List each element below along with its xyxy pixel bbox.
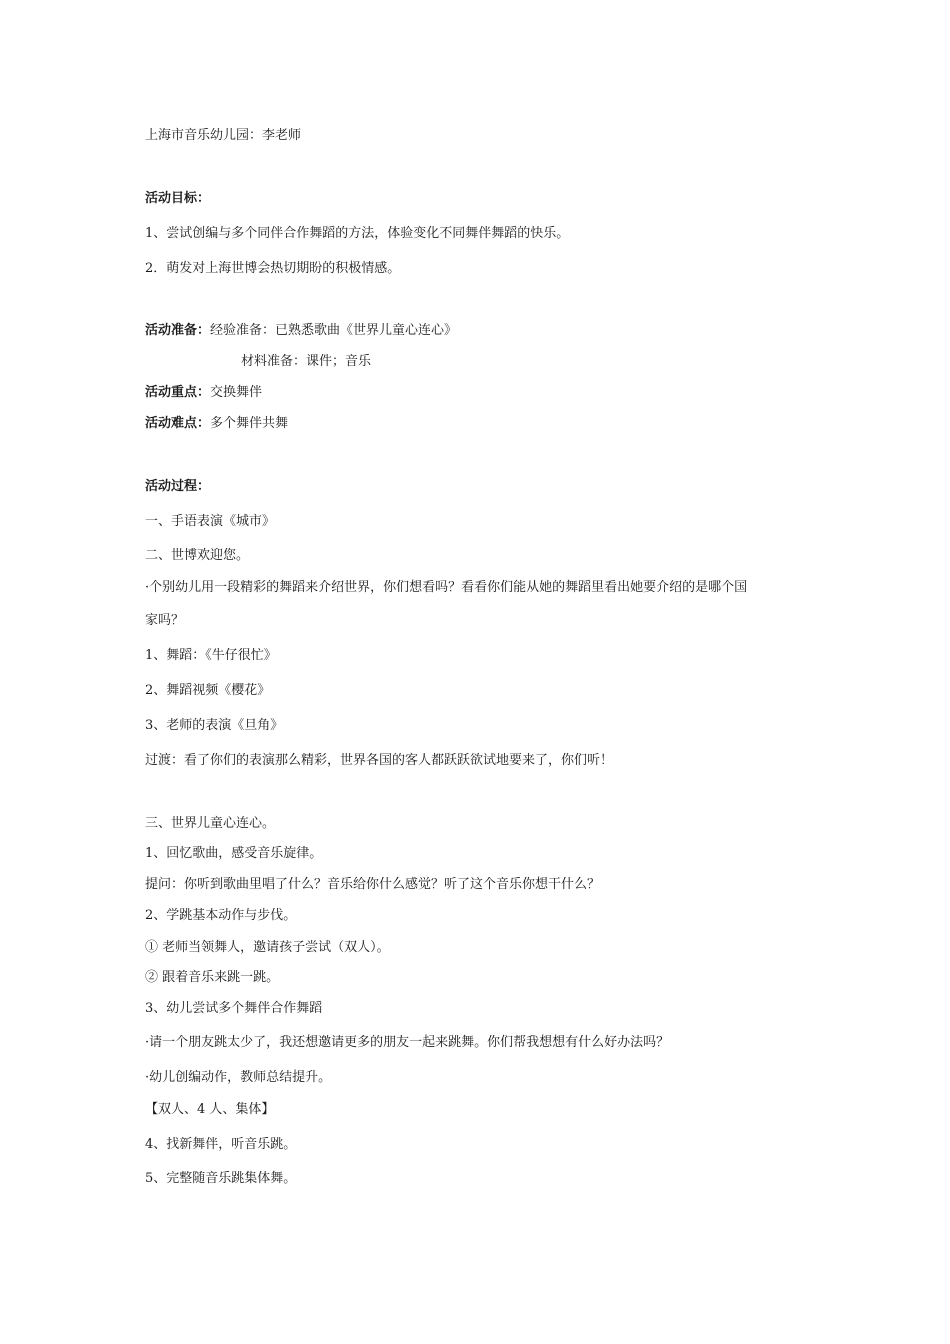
process-step-3: 3、幼儿尝试多个舞伴合作舞蹈 [145, 1001, 323, 1016]
prep-row [145, 323, 457, 339]
key-point-label: 活动重点： [145, 385, 211, 400]
key-point-row [145, 385, 262, 401]
difficulty-label: 活动难点： [145, 416, 211, 431]
process-section-1: 一、手语表演《城市》 [145, 514, 276, 529]
process-dance-3: 3、老师的表演《旦角》 [145, 718, 284, 733]
process-question: 提问：你听到歌曲里唱了什么？音乐给你什么感觉？听了这个音乐你想干什么？ [145, 877, 601, 892]
process-transition: 过渡：看了你们的表演那么精彩，世界各国的客人都跃跃欲试地要来了，你们听！ [145, 753, 614, 768]
process-step-2b: ② 跟着音乐来跳一跳。 [145, 970, 280, 985]
process-heading: 活动过程： [145, 479, 211, 494]
goals-heading: 活动目标： [145, 191, 211, 206]
key-point-text: 交换舞伴 [210, 385, 263, 400]
prep-materials: 材料准备：课件；音乐 [241, 354, 372, 369]
goal-item-1: 1、尝试创编与多个同伴合作舞蹈的方法，体验变化不同舞伴舞蹈的快乐。 [145, 226, 570, 241]
process-step-2a: ① 老师当领舞人，邀请孩子尝试（双人）。 [145, 940, 390, 955]
prep-label: 活动准备： [145, 323, 211, 338]
process-dance-2: 2、舞蹈视频《樱花》 [145, 683, 271, 698]
process-step-2: 2、学跳基本动作与步伐。 [145, 908, 297, 923]
process-section-2: 二、世博欢迎您。 [145, 548, 250, 563]
goal-item-2: 2．萌发对上海世博会热切期盼的积极情感。 [145, 261, 401, 276]
process-create: ·幼儿创编动作，教师总结提升。 [145, 1070, 332, 1085]
process-intro-line-2: 家吗？ [145, 613, 185, 628]
process-invite: ·请一个朋友跳太少了，我还想邀请更多的朋友一起来跳舞。你们帮我想想有什么好办法吗？ [145, 1035, 670, 1050]
difficulty-text: 多个舞伴共舞 [210, 416, 289, 431]
process-intro-line-1: ·个别幼儿用一段精彩的舞蹈来介绍世界，你们想看吗？看看你们能从她的舞蹈里看出她要介绍的是哪个国 [145, 580, 748, 595]
process-step-5: 5、完整随音乐跳集体舞。 [145, 1171, 297, 1186]
process-section-3: 三、世界儿童心连心。 [145, 816, 276, 831]
process-groups: 【双人、4 人、集体】 [145, 1102, 275, 1117]
author-line: 上海市音乐幼儿园：李老师 [145, 128, 302, 143]
process-step-1: 1、回忆歌曲，感受音乐旋律。 [145, 846, 323, 861]
process-step-4: 4、找新舞伴，听音乐跳。 [145, 1137, 297, 1152]
prep-experience: 经验准备：已熟悉歌曲《世界儿童心连心》 [210, 323, 458, 338]
process-dance-1: 1、舞蹈：《牛仔很忙》 [145, 648, 277, 663]
difficulty-row [145, 416, 288, 432]
